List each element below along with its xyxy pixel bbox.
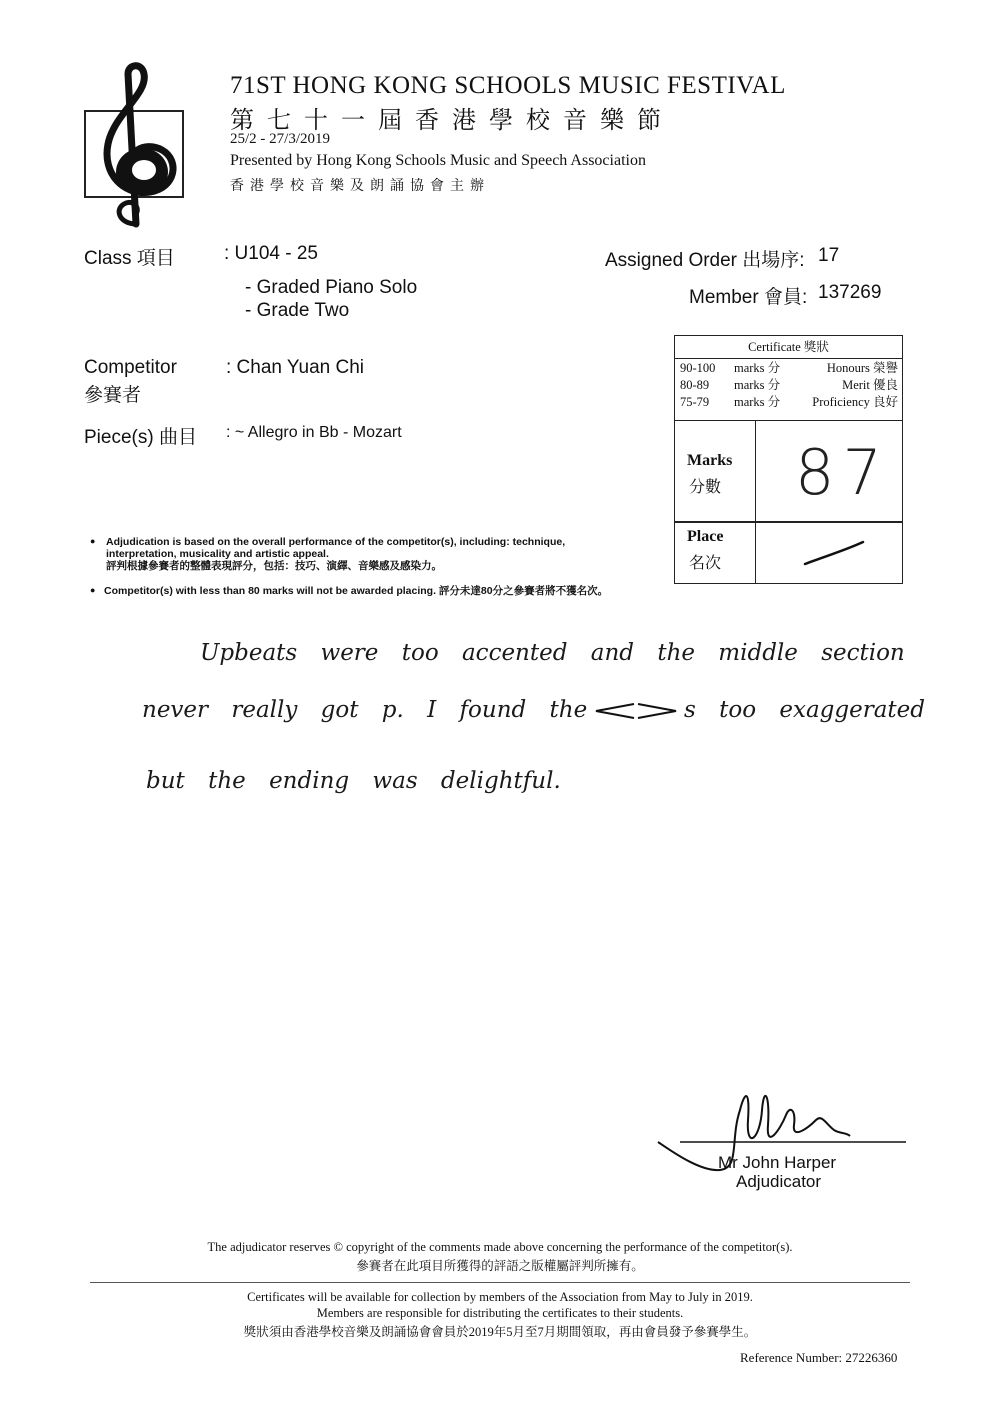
festival-logo xyxy=(84,110,184,198)
class-label: Class 項目 xyxy=(84,248,175,269)
class-grade: - Grade Two xyxy=(245,300,350,321)
place-label: Place xyxy=(687,528,724,545)
festival-title-chinese: 第七十一屆香港學校音樂節 xyxy=(230,108,674,134)
rule-award: Merit 優良 xyxy=(842,378,898,392)
festival-title: 71ST HONG KONG SCHOOLS MUSIC FESTIVAL xyxy=(230,72,786,99)
rule-range: 90-100 xyxy=(680,361,716,375)
reference-number: Reference Number: 27226360 xyxy=(740,1350,898,1365)
certificate-distribution-note: Members are responsible for distributing the certificates to their students. xyxy=(316,1306,684,1320)
rule-range: 80-89 xyxy=(680,378,710,392)
rule-award: Proficiency 良好 xyxy=(812,395,898,409)
adjudication-note-chinese: 評判根據參賽者的整體表現評分，包括：技巧、演繹、音樂感及感染力。 xyxy=(106,560,442,572)
festival-dates: 25/2 - 27/3/2019 xyxy=(230,131,330,147)
rule-range: 75-79 xyxy=(680,395,710,409)
assigned-order-value: 17 xyxy=(818,245,840,266)
class-subtitle: - Graded Piano Solo xyxy=(245,277,418,298)
rule-marks: marks 分 xyxy=(734,378,781,392)
rule-row-merit xyxy=(680,377,898,394)
certificate-rules xyxy=(675,358,902,421)
table-divider xyxy=(755,420,756,583)
competitor-label: Competitor xyxy=(84,357,177,378)
member-value: 137269 xyxy=(818,282,882,303)
comment-line-2a: never really got p. I found the xyxy=(142,697,588,723)
pieces-label: Piece(s) 曲目 xyxy=(84,427,197,448)
place-label-chinese: 名次 xyxy=(689,555,722,572)
bullet-icon: ● xyxy=(90,585,96,595)
comment-line-1: Upbeats were too accented and the middle section xyxy=(200,640,905,666)
placing-note: Competitor(s) with less than 80 marks will not be awarded placing. 評分未達80分之參賽者將不獲名次。 xyxy=(104,585,609,597)
place-dash-mark xyxy=(801,536,881,576)
bullet-icon: ● xyxy=(90,536,96,546)
rule-marks: marks 分 xyxy=(734,361,781,375)
class-value: : U104 - 25 xyxy=(224,243,318,264)
footer-divider xyxy=(90,1282,910,1283)
table-divider xyxy=(675,521,902,523)
copyright-notice-chinese: 參賽者在此項目所獲得的評語之版權屬評判所擁有。 xyxy=(356,1259,644,1273)
adjudicator-name: Mr John Harper xyxy=(718,1153,837,1172)
certificate-heading: Certificate 獎狀 xyxy=(675,336,902,359)
member-label: Member 會員: xyxy=(689,287,808,308)
rule-row-proficiency xyxy=(680,394,898,411)
comment-line-3: but the ending was delightful. xyxy=(146,768,561,794)
comment-line-2b: s too exaggerated xyxy=(684,697,925,723)
rule-row-honours xyxy=(680,360,898,377)
certificate-note-chinese: 獎狀須由香港學校音樂及朗誦協會會員於2019年5月至7月期間領取，再由會員發予參賽學生。 xyxy=(243,1325,757,1339)
copyright-notice: The adjudicator reserves © copyright of the comments made above concerning the performance of the competitor(s). xyxy=(207,1240,793,1254)
certificate-table xyxy=(674,335,903,584)
pieces-value: : ~ Allegro in Bb - Mozart xyxy=(226,424,402,441)
marks-label-chinese: 分數 xyxy=(689,479,722,496)
marks-value: 87 xyxy=(795,436,890,509)
marks-label: Marks xyxy=(687,452,733,469)
rule-award: Honours 榮譽 xyxy=(826,361,898,375)
adjudication-note-line1: Adjudication is based on the overall performance of the competitor(s), including: technique, xyxy=(106,536,566,548)
competitor-label-chinese: 參賽者 xyxy=(84,385,142,406)
adjudication-note-line2: interpretation, musicality and artistic appeal. xyxy=(106,548,329,560)
assigned-order-label: Assigned Order 出場序: xyxy=(605,250,805,271)
rule-marks: marks 分 xyxy=(734,395,781,409)
certificate-collection-note: Certificates will be available for collection by members of the Association from May to July in 2019. xyxy=(247,1290,753,1304)
treble-clef-icon xyxy=(84,64,234,224)
presenter-line-chinese: 香港學校音樂及朗誦協會主辦 xyxy=(230,179,490,194)
competitor-name: : Chan Yuan Chi xyxy=(226,357,365,378)
adjudicator-role: Adjudicator xyxy=(736,1172,822,1191)
hairpin-dynamics-mark xyxy=(592,700,682,722)
presenter-line: Presented by Hong Kong Schools Music and Speech Association xyxy=(230,152,646,169)
